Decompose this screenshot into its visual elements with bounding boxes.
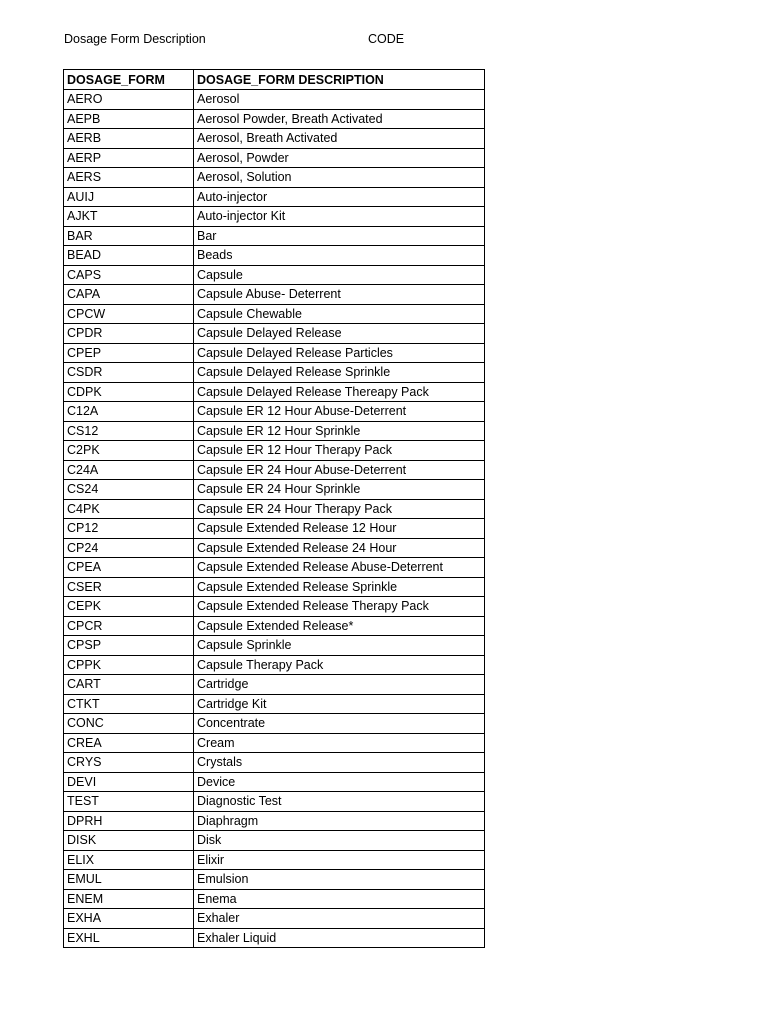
dosage-form-description-cell: Capsule ER 12 Hour Abuse-Deterrent: [194, 402, 485, 422]
table-row: [64, 90, 485, 110]
table-row: [64, 324, 485, 344]
dosage-form-code-cell: C12A: [64, 402, 194, 422]
dosage-form-code-cell: EXHL: [64, 928, 194, 948]
dosage-form-code-cell: BEAD: [64, 246, 194, 266]
dosage-form-code-cell: AUIJ: [64, 187, 194, 207]
table-row: [64, 129, 485, 149]
table-row: [64, 655, 485, 675]
column-header-dosage-form: DOSAGE_FORM: [64, 70, 194, 90]
page-header: [64, 30, 484, 48]
table-header-row: [64, 70, 485, 90]
table-row: [64, 168, 485, 188]
dosage-form-code-cell: CPPK: [64, 655, 194, 675]
dosage-form-description-cell: Capsule ER 12 Hour Therapy Pack: [194, 441, 485, 461]
dosage-form-code-cell: CAPA: [64, 285, 194, 305]
table-row: [64, 616, 485, 636]
dosage-form-code-cell: CSER: [64, 577, 194, 597]
table-row: [64, 207, 485, 227]
dosage-form-code-cell: AERP: [64, 148, 194, 168]
table-header: [64, 70, 485, 90]
dosage-form-description-cell: Capsule Delayed Release Particles: [194, 343, 485, 363]
table-row: [64, 460, 485, 480]
dosage-form-code-cell: CEPK: [64, 597, 194, 617]
dosage-form-description-cell: Capsule Sprinkle: [194, 636, 485, 656]
dosage-form-code-cell: EXHA: [64, 909, 194, 929]
dosage-form-description-cell: Enema: [194, 889, 485, 909]
dosage-form-description-cell: Aerosol, Powder: [194, 148, 485, 168]
dosage-form-code-cell: CAPS: [64, 265, 194, 285]
table-body: [64, 90, 485, 948]
table-row: [64, 597, 485, 617]
code-label: CODE: [368, 32, 405, 46]
dosage-form-description-cell: Device: [194, 772, 485, 792]
dosage-form-description-cell: Elixir: [194, 850, 485, 870]
table-row: [64, 850, 485, 870]
dosage-form-code-cell: DPRH: [64, 811, 194, 831]
table-row: [64, 909, 485, 929]
dosage-form-description-cell: Emulsion: [194, 870, 485, 890]
table-row: [64, 246, 485, 266]
table-row: [64, 558, 485, 578]
dosage-form-description-cell: Capsule ER 12 Hour Sprinkle: [194, 421, 485, 441]
dosage-form-code-cell: EMUL: [64, 870, 194, 890]
page-title: Dosage Form Description: [64, 32, 206, 46]
dosage-form-code-cell: CPCR: [64, 616, 194, 636]
dosage-form-description-cell: Capsule Abuse- Deterrent: [194, 285, 485, 305]
dosage-form-description-cell: Diagnostic Test: [194, 792, 485, 812]
table-row: [64, 772, 485, 792]
table-row: [64, 811, 485, 831]
table-row: [64, 382, 485, 402]
dosage-form-description-cell: Aerosol: [194, 90, 485, 110]
dosage-form-code-cell: DISK: [64, 831, 194, 851]
dosage-form-code-cell: C2PK: [64, 441, 194, 461]
dosage-form-description-cell: Cartridge Kit: [194, 694, 485, 714]
dosage-form-code-cell: CSDR: [64, 363, 194, 383]
table-row: [64, 675, 485, 695]
table-row: [64, 109, 485, 129]
dosage-form-description-cell: Capsule Extended Release Sprinkle: [194, 577, 485, 597]
table-row: [64, 577, 485, 597]
dosage-form-code-cell: CPSP: [64, 636, 194, 656]
table-row: [64, 753, 485, 773]
table-row: [64, 441, 485, 461]
dosage-form-description-cell: Capsule Delayed Release: [194, 324, 485, 344]
dosage-form-description-cell: Capsule Therapy Pack: [194, 655, 485, 675]
table-row: [64, 148, 485, 168]
dosage-form-code-cell: CREA: [64, 733, 194, 753]
dosage-form-code-cell: C4PK: [64, 499, 194, 519]
dosage-form-description-cell: Exhaler Liquid: [194, 928, 485, 948]
dosage-form-description-cell: Aerosol Powder, Breath Activated: [194, 109, 485, 129]
table-row: [64, 636, 485, 656]
dosage-form-description-cell: Capsule Extended Release Therapy Pack: [194, 597, 485, 617]
table-row: [64, 363, 485, 383]
dosage-form-code-cell: CPCW: [64, 304, 194, 324]
dosage-form-description-cell: Capsule Chewable: [194, 304, 485, 324]
dosage-form-description-cell: Diaphragm: [194, 811, 485, 831]
dosage-form-description-cell: Capsule Delayed Release Sprinkle: [194, 363, 485, 383]
dosage-form-description-cell: Capsule ER 24 Hour Abuse-Deterrent: [194, 460, 485, 480]
table-row: [64, 285, 485, 305]
dosage-form-code-cell: CTKT: [64, 694, 194, 714]
dosage-form-description-cell: Capsule ER 24 Hour Sprinkle: [194, 480, 485, 500]
table-row: [64, 694, 485, 714]
dosage-form-description-cell: Capsule Delayed Release Thereapy Pack: [194, 382, 485, 402]
table-row: [64, 928, 485, 948]
dosage-form-code-cell: CPEP: [64, 343, 194, 363]
dosage-form-code-cell: CART: [64, 675, 194, 695]
table-row: [64, 402, 485, 422]
dosage-form-code-cell: TEST: [64, 792, 194, 812]
dosage-form-code-cell: CPDR: [64, 324, 194, 344]
dosage-form-description-cell: Concentrate: [194, 714, 485, 734]
dosage-form-code-cell: CS12: [64, 421, 194, 441]
dosage-form-code-cell: CONC: [64, 714, 194, 734]
dosage-form-description-cell: Cartridge: [194, 675, 485, 695]
table-row: [64, 304, 485, 324]
table-row: [64, 889, 485, 909]
table-row: [64, 831, 485, 851]
table-row: [64, 226, 485, 246]
dosage-form-code-cell: DEVI: [64, 772, 194, 792]
dosage-form-code-cell: CP12: [64, 519, 194, 539]
dosage-form-description-cell: Bar: [194, 226, 485, 246]
dosage-form-code-cell: CRYS: [64, 753, 194, 773]
dosage-form-description-cell: Aerosol, Breath Activated: [194, 129, 485, 149]
dosage-form-description-cell: Cream: [194, 733, 485, 753]
dosage-form-code-cell: CS24: [64, 480, 194, 500]
table-row: [64, 480, 485, 500]
table-row: [64, 714, 485, 734]
dosage-form-description-cell: Capsule Extended Release Abuse-Deterrent: [194, 558, 485, 578]
table-row: [64, 343, 485, 363]
dosage-form-code-cell: ENEM: [64, 889, 194, 909]
table-row: [64, 187, 485, 207]
dosage-form-code-cell: BAR: [64, 226, 194, 246]
table-row: [64, 265, 485, 285]
dosage-form-description-cell: Auto-injector: [194, 187, 485, 207]
table-row: [64, 870, 485, 890]
dosage-form-description-cell: Exhaler: [194, 909, 485, 929]
dosage-form-description-cell: Beads: [194, 246, 485, 266]
table-row: [64, 538, 485, 558]
dosage-form-description-cell: Capsule Extended Release*: [194, 616, 485, 636]
dosage-form-code-cell: AERO: [64, 90, 194, 110]
dosage-form-code-cell: AERB: [64, 129, 194, 149]
dosage-form-description-cell: Crystals: [194, 753, 485, 773]
dosage-form-description-cell: Capsule: [194, 265, 485, 285]
dosage-form-code-cell: C24A: [64, 460, 194, 480]
dosage-form-code-cell: ELIX: [64, 850, 194, 870]
dosage-form-description-cell: Auto-injector Kit: [194, 207, 485, 227]
dosage-form-code-cell: AERS: [64, 168, 194, 188]
dosage-form-code-cell: CDPK: [64, 382, 194, 402]
dosage-form-code-cell: CP24: [64, 538, 194, 558]
table-row: [64, 733, 485, 753]
dosage-form-description-cell: Disk: [194, 831, 485, 851]
dosage-form-description-cell: Capsule ER 24 Hour Therapy Pack: [194, 499, 485, 519]
dosage-form-code-cell: AJKT: [64, 207, 194, 227]
table-row: [64, 792, 485, 812]
column-header-description: DOSAGE_FORM DESCRIPTION: [194, 70, 485, 90]
dosage-form-description-cell: Aerosol, Solution: [194, 168, 485, 188]
dosage-form-table: [63, 69, 485, 948]
dosage-form-description-cell: Capsule Extended Release 12 Hour: [194, 519, 485, 539]
table-row: [64, 519, 485, 539]
dosage-form-description-cell: Capsule Extended Release 24 Hour: [194, 538, 485, 558]
dosage-form-code-cell: CPEA: [64, 558, 194, 578]
table-row: [64, 421, 485, 441]
table-row: [64, 499, 485, 519]
dosage-form-code-cell: AEPB: [64, 109, 194, 129]
